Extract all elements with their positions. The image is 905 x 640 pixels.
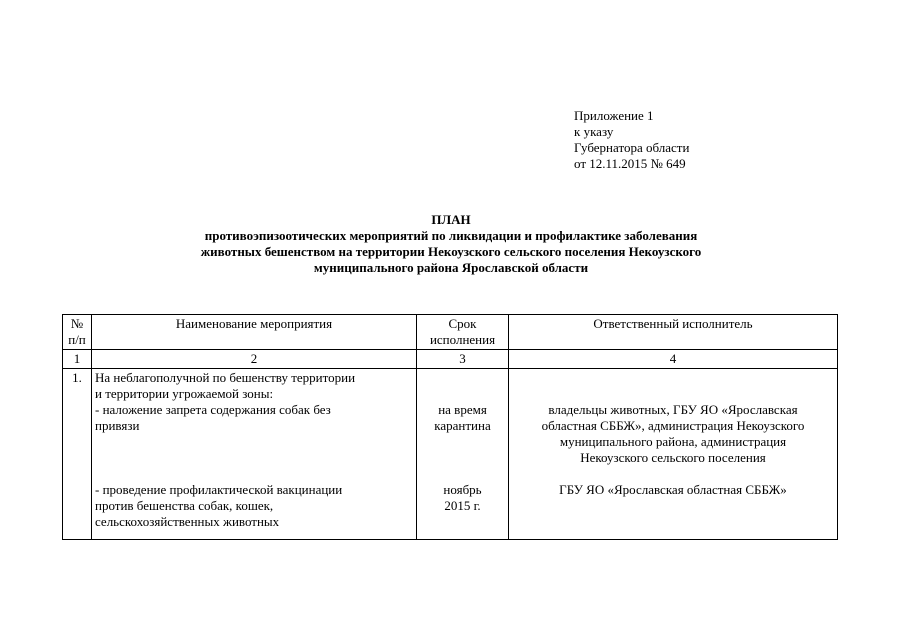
responsible-text: владельцы животных, ГБУ ЯО «Ярославская bbox=[548, 402, 798, 417]
header-term bbox=[417, 315, 509, 350]
measure-cell bbox=[92, 369, 417, 540]
measure-text: - проведение профилактической вакцинации bbox=[95, 482, 343, 497]
responsible-text: муниципального района, администрация bbox=[559, 434, 787, 449]
header-text: п/п bbox=[68, 332, 86, 347]
appendix-line: от 12.11.2015 № 649 bbox=[574, 156, 686, 171]
term-text: 2015 г. bbox=[444, 498, 481, 513]
column-number: 2 bbox=[92, 350, 417, 369]
title-line: муниципального района Ярославской области bbox=[313, 260, 589, 275]
title-line: животных бешенством на территории Некоузского сельского поселения Некоузского bbox=[200, 244, 702, 259]
row-number: 1. bbox=[63, 369, 92, 540]
responsible-text: Некоузского сельского поселения bbox=[580, 450, 766, 465]
column-number: 4 bbox=[509, 350, 838, 369]
term-text: карантина bbox=[434, 418, 491, 433]
column-number-row bbox=[63, 350, 838, 369]
title-line: противоэпизоотических мероприятий по ликвидации и профилактике заболевания bbox=[204, 228, 698, 243]
header-text: Срок bbox=[448, 316, 477, 331]
term-text: на время bbox=[438, 402, 487, 417]
measure-text: против бешенства собак, кошек, bbox=[95, 498, 274, 513]
responsible-text: областная СББЖ», администрация Некоузского bbox=[541, 418, 805, 433]
measure-text: сельскохозяйственных животных bbox=[95, 514, 280, 529]
term-text: ноябрь bbox=[443, 482, 482, 497]
appendix-line: к указу bbox=[574, 124, 614, 139]
header-responsible: Ответственный исполнитель bbox=[509, 315, 838, 350]
document-title bbox=[60, 212, 842, 276]
table-header-row bbox=[63, 315, 838, 350]
measure-text: привязи bbox=[95, 418, 140, 433]
appendix-line: Губернатора области bbox=[574, 140, 690, 155]
plan-table bbox=[62, 314, 838, 540]
title-heading: ПЛАН bbox=[431, 212, 471, 227]
appendix-block bbox=[574, 108, 874, 172]
term-cell bbox=[417, 369, 509, 540]
appendix-line: Приложение 1 bbox=[574, 108, 654, 123]
column-number: 3 bbox=[417, 350, 509, 369]
header-name: Наименование мероприятия bbox=[92, 315, 417, 350]
measure-text: На неблагополучной по бешенству территории bbox=[95, 370, 356, 385]
header-number bbox=[63, 315, 92, 350]
table-row bbox=[63, 369, 838, 540]
column-number: 1 bbox=[63, 350, 92, 369]
header-text: № bbox=[70, 316, 84, 331]
measure-text: - наложение запрета содержания собак без bbox=[95, 402, 331, 417]
responsible-text: ГБУ ЯО «Ярославская областная СББЖ» bbox=[559, 482, 787, 497]
measure-text: и территории угрожаемой зоны: bbox=[95, 386, 274, 401]
header-text: исполнения bbox=[429, 332, 496, 347]
responsible-cell bbox=[509, 369, 838, 540]
